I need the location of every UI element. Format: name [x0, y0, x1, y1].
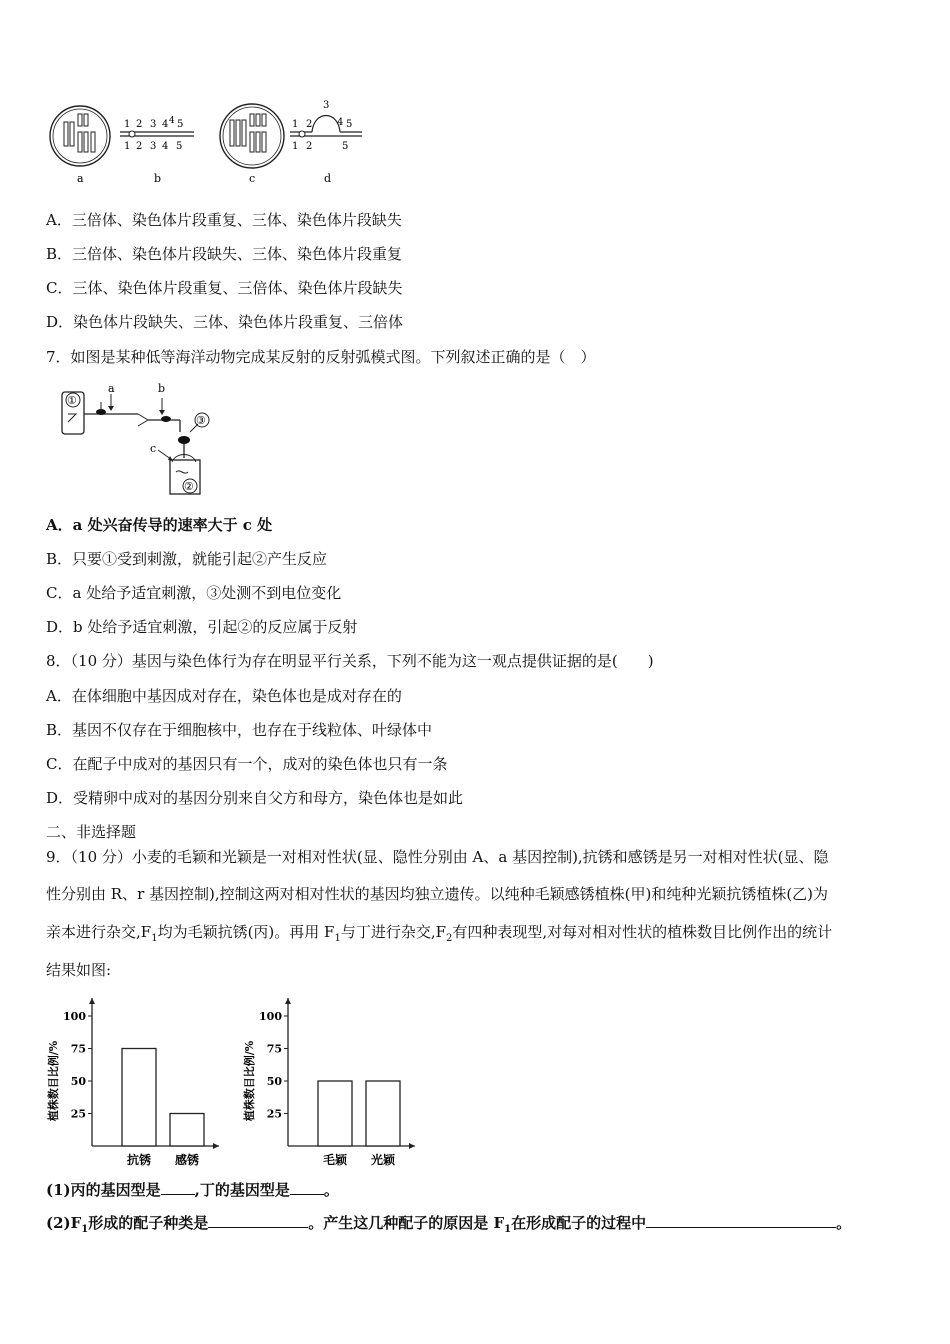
d-top-5: 5 [346, 119, 353, 130]
cell-a [50, 106, 110, 166]
chromosome-b [120, 116, 194, 152]
q9-sub2-sub1: 1 [81, 1224, 89, 1235]
q6-option-a: A．三倍体、染色体片段重复、三体、染色体片段缺失 [46, 211, 402, 229]
q6-option-b: B．三倍体、染色体片段缺失、三体、染色体片段重复 [46, 245, 403, 263]
b-top-1: 1 [124, 119, 131, 130]
q9-sub-2: 2 [446, 933, 453, 944]
reflex-arc-figure [58, 380, 228, 500]
node-3: ③ [196, 414, 206, 427]
q9-sub1-b: ,丁的基因型是 [194, 1181, 290, 1199]
y-tick-label: 25 [70, 1107, 86, 1121]
q9-sub-1a: 1 [151, 933, 158, 944]
x-tick-label: 抗锈 [126, 1153, 152, 1167]
answer-blank-1[interactable] [161, 1180, 195, 1195]
y-tick-label: 75 [70, 1042, 86, 1056]
label-c: c [249, 172, 256, 185]
node-1: ① [67, 394, 77, 407]
q8-option-b: B．基因不仅存在于细胞核中，也存在于线粒体、叶绿体中 [46, 721, 433, 739]
answer-blank-2[interactable] [290, 1180, 324, 1195]
q9-sub2-a: (2)F [46, 1214, 82, 1232]
q6-option-c: C．三体、染色体片段重复、三倍体、染色体片段缺失 [46, 279, 403, 297]
d-top-3: 3 [323, 100, 330, 111]
chromosome-variation-figure [44, 96, 374, 188]
d-bot-5: 5 [342, 141, 349, 152]
section-title: 二、非选择题 [46, 823, 137, 841]
answer-blank-4[interactable] [646, 1213, 836, 1228]
q8-option-d: D．受精卵中成对的基因分别来自父方和母方，染色体也是如此 [46, 789, 464, 807]
q7-option-a: A．a 处兴奋传导的速率大于 c 处 [46, 516, 273, 534]
q9-line-1: 9．（10 分）小麦的毛颖和光颖是一对相对性状(显、隐性分别由 A、a 基因控制),抗锈和感锈是另一对相对性状(显、隐 [46, 848, 829, 866]
b-top-3: 3 [150, 119, 157, 130]
x-axis-arrow [409, 1143, 415, 1149]
y-axis-label: 植株数目比例/% [47, 1040, 60, 1122]
q9-sub2-b: 形成的配子种类是 [88, 1214, 209, 1232]
q9-line-3b: 均为毛颖抗锈(丙)。再用 F [157, 923, 335, 941]
q9-sub-2 [46, 1213, 851, 1240]
bar [122, 1049, 156, 1147]
q9-line-2: 性分别由 R、r 基因控制),控制这两对相对性状的基因均独立遗传。以纯种毛颖感锈植株(甲)和纯种光颖抗锈植株(乙)为 [46, 885, 829, 903]
y-tick-label: 75 [266, 1042, 282, 1056]
x-tick-label: 光颖 [370, 1153, 396, 1167]
b-bot-5: 5 [176, 141, 183, 152]
y-axis-arrow [285, 998, 291, 1004]
q9-sub1-a: (1)丙的基因型是 [46, 1181, 161, 1199]
q9-sub-1b: 1 [334, 933, 341, 944]
label-a: a [108, 382, 115, 395]
d-top-1: 1 [292, 119, 299, 130]
y-tick-label: 50 [266, 1075, 282, 1088]
q9-line-3c: 与丁进行杂交,F [340, 923, 447, 941]
y-tick-label: 50 [70, 1075, 86, 1088]
q9-sub2-c: 。产生这几种配子的原因是 F [308, 1214, 505, 1232]
q7-option-c: C．a 处给予适宜刺激，③处测不到电位变化 [46, 584, 342, 602]
b-bot-1: 1 [124, 141, 131, 152]
q8-stem: 8．（10 分）基因与染色体行为存在明显平行关系，下列不能为这一观点提供证据的是( ) [46, 652, 654, 670]
q8-option-c: C．在配子中成对的基因只有一个，成对的染色体也只有一条 [46, 755, 448, 773]
b-bot-4: 4 [162, 141, 169, 152]
answer-blank-3[interactable] [208, 1213, 308, 1228]
label-b: b [154, 172, 162, 185]
q9-line-3d: 有四种表现型,对每对相对性状的植株数目比例作出的统计 [452, 923, 833, 941]
chromosome-d [290, 100, 362, 152]
label-c: c [150, 442, 157, 455]
x-tick-label: 感锈 [174, 1153, 200, 1167]
q9-sub1-c: 。 [323, 1181, 339, 1199]
q9-line-3a: 亲本进行杂交,F [46, 923, 152, 941]
bar [366, 1081, 400, 1146]
y-axis-label: 植株数目比例/% [243, 1040, 256, 1122]
x-tick-label: 毛颖 [322, 1153, 348, 1167]
label-b: b [158, 382, 166, 395]
q6-option-d: D．染色体片段缺失、三体、染色体片段重复、三倍体 [46, 313, 404, 331]
y-tick-label: 100 [63, 1010, 86, 1023]
q7-option-d: D．b 处给予适宜刺激，引起②的反应属于反射 [46, 618, 358, 636]
label-d: d [324, 172, 332, 185]
bar [170, 1114, 204, 1147]
x-axis-arrow [213, 1143, 219, 1149]
y-tick-label: 25 [266, 1107, 282, 1121]
label-a: a [77, 172, 84, 185]
bar [318, 1081, 352, 1146]
y-tick-label: 100 [259, 1010, 282, 1023]
q7-stem: 7．如图是某种低等海洋动物完成某反射的反射弧模式图。下列叙述正确的是（ ） [46, 348, 596, 366]
q9-sub2-d: 在形成配子的过程中 [511, 1214, 647, 1232]
chart-rust-resistance [44, 990, 229, 1170]
b-bot-3: 3 [150, 141, 157, 152]
q9-sub-1 [46, 1180, 339, 1200]
chart-glume-hair [240, 990, 425, 1170]
q9-line-4: 结果如图: [46, 961, 112, 979]
q8-option-a: A．在体细胞中基因成对存在，染色体也是成对存在的 [46, 687, 402, 705]
d-bot-2: 2 [306, 141, 313, 152]
b-top-6: 5 [177, 119, 184, 130]
node-2: ② [184, 480, 194, 493]
b-top-4: 4 [162, 119, 169, 130]
d-top-2: 2 [306, 119, 313, 130]
q9-line-3 [46, 922, 832, 949]
d-top-4: 4 [337, 117, 344, 128]
b-bot-2: 2 [136, 141, 143, 152]
y-axis-arrow [89, 998, 95, 1004]
q7-option-b: B．只要①受到刺激，就能引起②产生反应 [46, 550, 328, 568]
q9-sub2-e: 。 [836, 1214, 852, 1232]
cell-c [220, 104, 284, 168]
d-bot-1: 1 [292, 141, 299, 152]
b-top-5: 4 [169, 116, 175, 126]
q9-sub2-sub1b: 1 [504, 1224, 512, 1235]
b-top-2: 2 [136, 119, 143, 130]
